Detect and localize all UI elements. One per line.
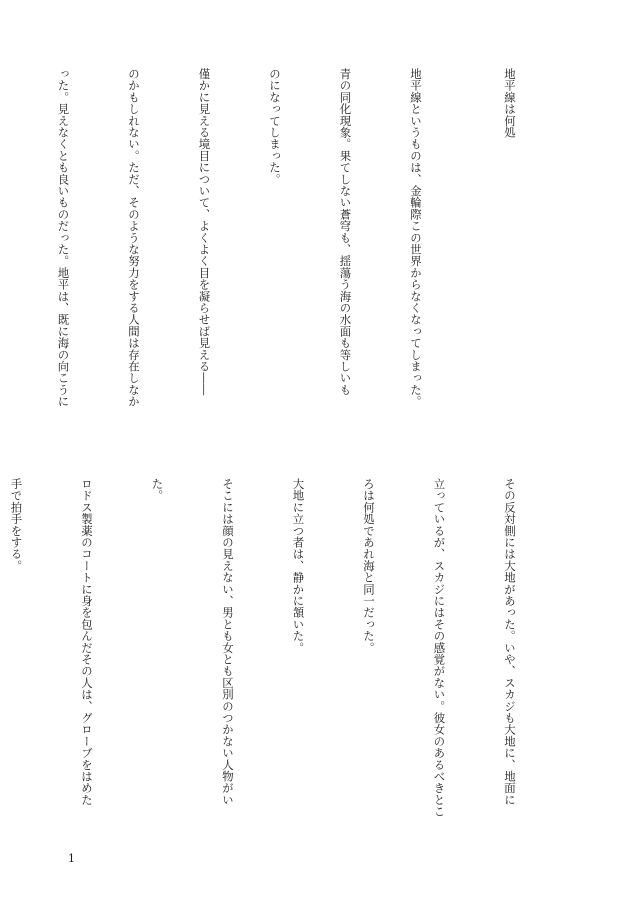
text-line: 手で拍手をする。 xyxy=(9,478,24,572)
text-line: 地平線というものは、金輪際この世界からなくなってしまった。 xyxy=(409,68,423,408)
text-line xyxy=(0,68,4,438)
upper-text-block xyxy=(0,68,568,438)
page-number: 1 xyxy=(68,852,75,865)
text-line: 青の同化現象。果てしない蒼穹も、揺蕩う海の水面も等しいも xyxy=(338,68,353,396)
text-line: った。見えなくとも良いものだった。地平は、既に海の向こうに xyxy=(56,68,71,408)
text-line: た。 xyxy=(150,478,165,502)
text-line: 僅かに見える境目について、よくよく目を凝らせば見える―― xyxy=(197,68,212,396)
text-line: のになってしまった。 xyxy=(268,68,282,185)
story-title: 地平線は何処 xyxy=(503,68,517,139)
lower-text-block xyxy=(0,478,568,848)
text-line: 立っているが、スカジにはその感覚がない。彼女のあるべきとこ xyxy=(432,478,447,818)
text-line: その反対側には大地があった。いや、スカジも大地に、地面に xyxy=(503,478,517,806)
text-line: のかもしれない。ただ、そのような努力をする人間は存在しなか xyxy=(127,68,141,408)
text-line: 大地に立つ者は、静かに頷いた。 xyxy=(291,478,306,654)
text-line: ろは何処であれ海と同一だった。 xyxy=(362,478,376,654)
text-line: ロドス製薬のコートに身を包んだその人は、グローブをはめた xyxy=(80,478,94,806)
text-line: そこには顔の見えない、男とも女とも区別のつかない人物がい xyxy=(221,478,235,806)
